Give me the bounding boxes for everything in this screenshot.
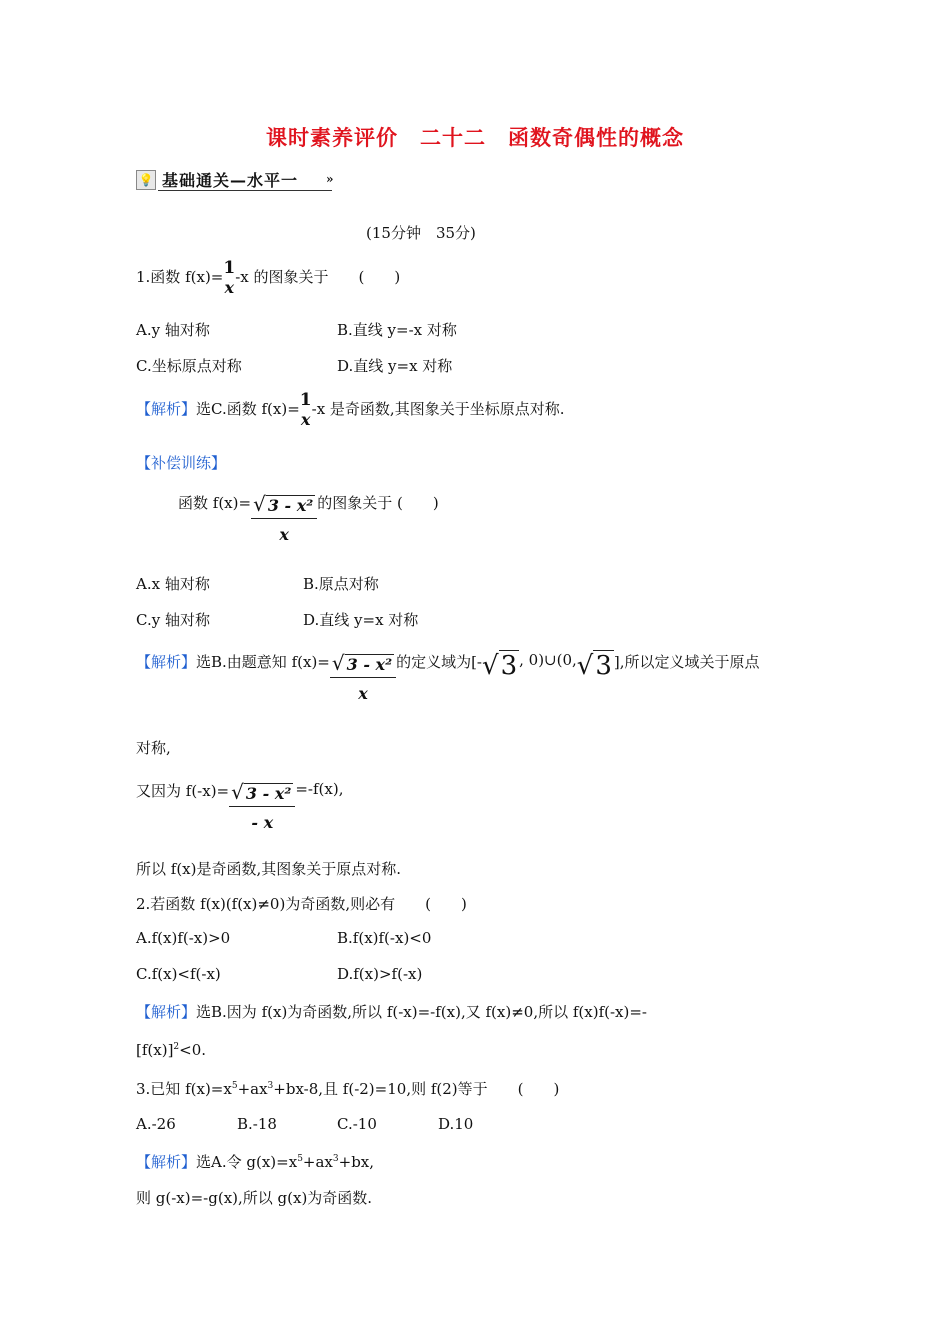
q3-analysis-tag: 【解析】 [136,1153,197,1171]
extra-analysis-mid: 的定义域为[- [396,653,482,671]
extra-analysis [136,651,760,703]
q1-fraction [223,258,235,298]
extra-line3-prefix: 又因为 f(-x)= [136,782,230,800]
extra-line3-suffix: =-f(x), [295,780,344,798]
extra-analysis-radicand: 3 - x² [346,655,393,674]
q1-suffix: -x 的图象关于 ( ) [235,268,401,286]
q2-analysis-text: 选B.因为 f(x)为奇函数,所以 f(-x)=-f(x),又 f(x)≠0,所以 f(x)f(-x)=- [196,1003,647,1021]
extra-analysis-root1: √3 [482,651,518,681]
q3-stem [136,1078,559,1099]
q2-analysis2-b: <0. [179,1041,207,1059]
extra-line3-radicand: 3 - x² [245,784,292,803]
q3-sup3: 3 [267,1081,274,1091]
q3-stem-b: +ax [237,1080,268,1098]
extra-option-a: A.x 轴对称 [136,575,210,593]
q1-analysis-tag: 【解析】 [136,400,197,418]
q3-option-b: B.-18 [237,1115,277,1133]
q3-option-c: C.-10 [337,1115,377,1133]
extra-analysis-tag: 【解析】 [136,653,197,671]
extra-analysis-line2: 对称, [136,739,171,757]
q1-analysis-suffix: -x 是奇函数,其图象关于坐标原点对称. [311,400,565,418]
q3-analysis [136,1151,374,1172]
q2-option-d: D.f(x)>f(-x) [337,965,423,983]
q1-analysis-fraction [300,390,312,430]
extra-analysis-sqrt-fraction: $\frac{\text{√ 3 - x²}}{x}$ [330,651,396,703]
extra-tag: 【补偿训练】 [136,454,227,472]
q1-analysis-num: 1 [299,390,312,410]
q1-num: 1 [223,258,236,278]
q2-analysis [136,1001,647,1022]
time-note: (15分钟 35分) [366,224,476,242]
extra-analysis-suffix: ],所以定义域关于原点 [613,653,760,671]
q1-option-d: D.直线 y=x 对称 [337,357,453,375]
extra-analysis-line3 [136,780,343,832]
extra-line3-den: - x [251,813,274,832]
extra-analysis-line4: 所以 f(x)是奇函数,其图象关于原点对称. [136,860,402,878]
q3-sup5: 5 [231,1081,238,1091]
extra-analysis-den: x [358,684,368,703]
extra-option-d: D.直线 y=x 对称 [303,611,419,629]
page-title: 课时素养评价 二十二 函数奇偶性的概念 [266,125,684,150]
extra-analysis-root2: √3 [576,651,612,681]
double-chevron-icon: » [326,172,334,186]
q3-a1-b: +ax [302,1153,333,1171]
extra-suffix: 的图象关于 ( ) [317,494,439,512]
q2-option-b: B.f(x)f(-x)<0 [337,929,432,947]
extra-den: x [279,525,289,544]
q3-a1-sup3: 3 [332,1154,339,1164]
q2-analysis-line2 [136,1041,206,1059]
q1-den: x [224,278,235,297]
extra-option-b: B.原点对称 [303,575,379,593]
extra-sqrt-fraction: $\frac{\text{√ 3 - x²}}{x}$ [251,492,317,544]
q3-stem-a: 3.已知 f(x)=x [136,1080,232,1098]
q1-stem [136,258,400,298]
q3-a1-c: +bx, [338,1153,375,1171]
q2-analysis2-a: [f(x)] [136,1041,174,1059]
extra-line3-sqrt-fraction: $\frac{\text{√ 3 - x²}}{- x}$ [229,780,295,832]
extra-analysis-prefix: 选B.由题意知 f(x)= [196,653,330,671]
q2-stem: 2.若函数 f(x)(f(x)≠0)为奇函数,则必有 ( ) [136,895,467,913]
q3-option-a: A.-26 [136,1115,176,1133]
q1-option-c: C.坐标原点对称 [136,357,242,375]
q1-prefix: 1.函数 f(x)= [136,268,224,286]
lightbulb-icon: 💡 [136,170,156,190]
extra-prefix: 函数 f(x)= [178,494,252,512]
banner-underline [158,190,332,191]
q2-option-a: A.f(x)f(-x)>0 [136,929,231,947]
q1-analysis-den: x [300,410,311,429]
q1-option-b: B.直线 y=-x 对称 [337,321,457,339]
extra-radicand: 3 - x² [267,496,314,515]
q2-analysis-tag: 【解析】 [136,1003,197,1021]
q3-a1-sup5: 5 [297,1154,303,1164]
extra-stem [178,492,439,544]
extra-option-c: C.y 轴对称 [136,611,210,629]
q3-stem-c: +bx-8,且 f(-2)=10,则 f(2)等于 ( ) [273,1080,560,1098]
extra-analysis-mid2: , 0)∪(0, [519,651,577,669]
q3-analysis-line2: 则 g(-x)=-g(x),所以 g(x)为奇函数. [136,1189,373,1207]
q3-a1-a: 选A.令 g(x)=x [196,1153,298,1171]
q1-analysis [136,390,564,430]
extra-analysis-root1-value: 3 [500,651,518,681]
q1-analysis-prefix: 选C.函数 f(x)= [196,400,300,418]
section-banner [136,168,346,192]
extra-analysis-root2-value: 3 [595,651,612,681]
banner-label: 基础通关—水平一 [162,171,299,190]
q2-option-c: C.f(x)<f(-x) [136,965,221,983]
q2-analysis2-sup: 2 [173,1042,180,1052]
q1-option-a: A.y 轴对称 [136,321,210,339]
q3-option-d: D.10 [438,1115,474,1133]
